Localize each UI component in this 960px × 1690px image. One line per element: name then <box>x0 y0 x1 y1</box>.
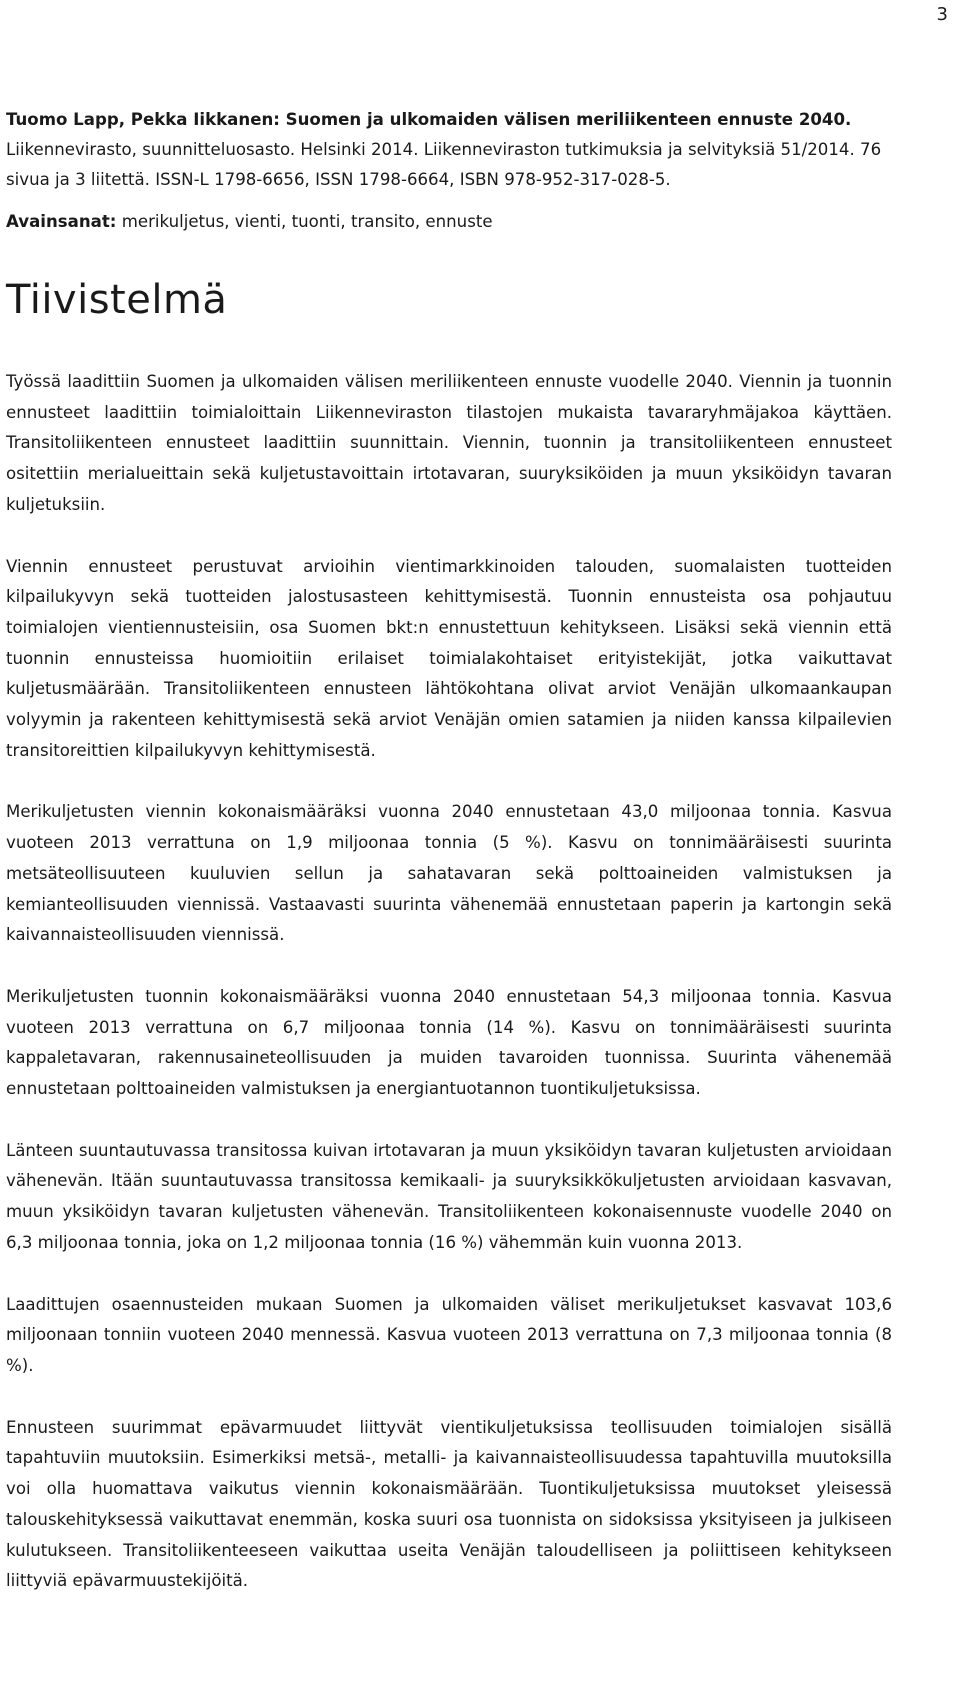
citation-authors-title: Tuomo Lapp, Pekka Iikkanen: Suomen ja ulkomaiden välisen meriliikenteen ennuste 2040. <box>6 110 852 129</box>
abstract-body <box>6 367 892 1597</box>
paragraph: Laadittujen osaennusteiden mukaan Suomen ja ulkomaiden väliset merikuljetukset kasvavat 103,6 miljoonaan tonniin vuoteen 2040 mennessä. Kasvua vuoteen 2013 verrattuna on 7,3 miljoonaa tonnia (8 %). <box>6 1294 892 1375</box>
citation-publication: Liikennevirasto, suunnitteluosasto. Helsinki 2014. Liikenneviraston tutkimuksia ja selvityksiä 51/2014. 76 sivua ja 3 liitettä. ISSN-L 1798-6656, ISSN 1798-6664, ISBN 978-952-317-028-5. <box>6 140 882 189</box>
page-number: 3 <box>936 4 948 25</box>
keywords-value: merikuljetus, vienti, tuonti, transito, ennuste <box>121 212 493 231</box>
paragraph: Työssä laadittiin Suomen ja ulkomaiden välisen meriliikenteen ennuste vuodelle 2040. Viennin ja tuonnin ennusteet laadittiin toimialoittain Liikenneviraston tilastojen mukaista tavararyhmäjakoa käyttäen. Transitoliikenteen ennusteet laadittiin suunnittain. Viennin, tuonnin ja transitoliikenteen ennusteet ositettiin merialueittain sekä kuljetustavoittain irtotavaran, suuryksiköiden ja muun yksiköidyn tavaran kuljetuksiin. <box>6 372 892 514</box>
section-title: Tiivistelmä <box>6 277 228 323</box>
paragraph: Merikuljetusten tuonnin kokonaismääräksi vuonna 2040 ennustetaan 54,3 miljoonaa tonnia. Kasvua vuoteen 2013 verrattuna on 6,7 miljoonaa tonnia (14 %). Kasvu on tonnimääräisesti suurinta kappaletavaran, rakennusaineteollisuuden ja muiden tavaroiden tuonnissa. Suurinta vähenemää ennustetaan polttoaineiden valmistuksen ja energiantuotannon tuontikuljetuksissa. <box>6 986 892 1099</box>
paragraph: Ennusteen suurimmat epävarmuudet liittyvät vientikuljetuksissa teollisuuden toimialojen sisällä tapahtuviin muutoksiin. Esimerkiksi metsä-, metalli- ja kaivannaisteollisuudessa tapahtuvilla muutoksilla voi olla huomattava vaikutus viennin kokonaismäärään. Tuontikuljetuksissa muutokset yleisessä talouskehityksessä vaikuttavat enemmän, koska suuri osa tuonnista on sidoksissa yksityiseen ja julkiseen kulutukseen. Transitoliikenteeseen vaikuttaa useita Venäjän taloudelliseen ja poliittiseen kehitykseen liittyviä epävarmuustekijöitä. <box>6 1417 892 1591</box>
paragraph: Viennin ennusteet perustuvat arvioihin vientimarkkinoiden talouden, suomalaisten tuotteiden kilpailukyvyn sekä tuotteiden jalostusasteen kehittymisestä. Tuonnin ennusteista osa pohjautuu toimialojen vientiennusteisiin, osa Suomen bkt:n ennustettuun kehitykseen. Lisäksi sekä viennin että tuonnin ennusteissa huomioitiin erilaiset toimialakohtaiset erityistekijät, jotka vaikuttavat kuljetusmäärään. Transitoliikenteen ennusteen lähtökohtana olivat arviot Venäjän ulkomaankaupan volyymin ja rakenteen kehittymisestä sekä arviot Venäjän omien satamien ja niiden kanssa kilpailevien transitoreittien kilpailukyvyn kehittymisestä. <box>6 556 892 760</box>
citation <box>6 105 892 195</box>
document-page <box>6 105 892 1628</box>
keywords-label: Avainsanat: <box>6 212 117 231</box>
paragraph: Merikuljetusten viennin kokonaismääräksi vuonna 2040 ennustetaan 43,0 miljoonaa tonnia. Kasvua vuoteen 2013 verrattuna on 1,9 miljoonaa tonnia (5 %). Kasvu on tonnimääräisesti suurinta metsäteollisuuteen kuuluvien sellun ja sahatavaran sekä polttoaineiden valmistuksen ja kemianteollisuuden viennissä. Vastaavasti suurinta vähenemää ennustetaan paperin ja kartongin sekä kaivannaisteollisuuden viennissä. <box>6 802 892 945</box>
keywords <box>6 207 892 237</box>
paragraph: Länteen suuntautuvassa transitossa kuivan irtotavaran ja muun yksiköidyn tavaran kuljetusten arvioidaan vähenevän. Itään suuntautuvassa transitossa kemikaali- ja suuryksikkökuljetusten arvioidaan kasvavan, muun yksiköidyn tavaran kuljetusten vähenevän. Transitoliikenteen kokonaisennuste vuodelle 2040 on 6,3 miljoonaa tonnia, joka on 1,2 miljoonaa tonnia (16 %) vähemmän kuin vuonna 2013. <box>6 1140 892 1252</box>
